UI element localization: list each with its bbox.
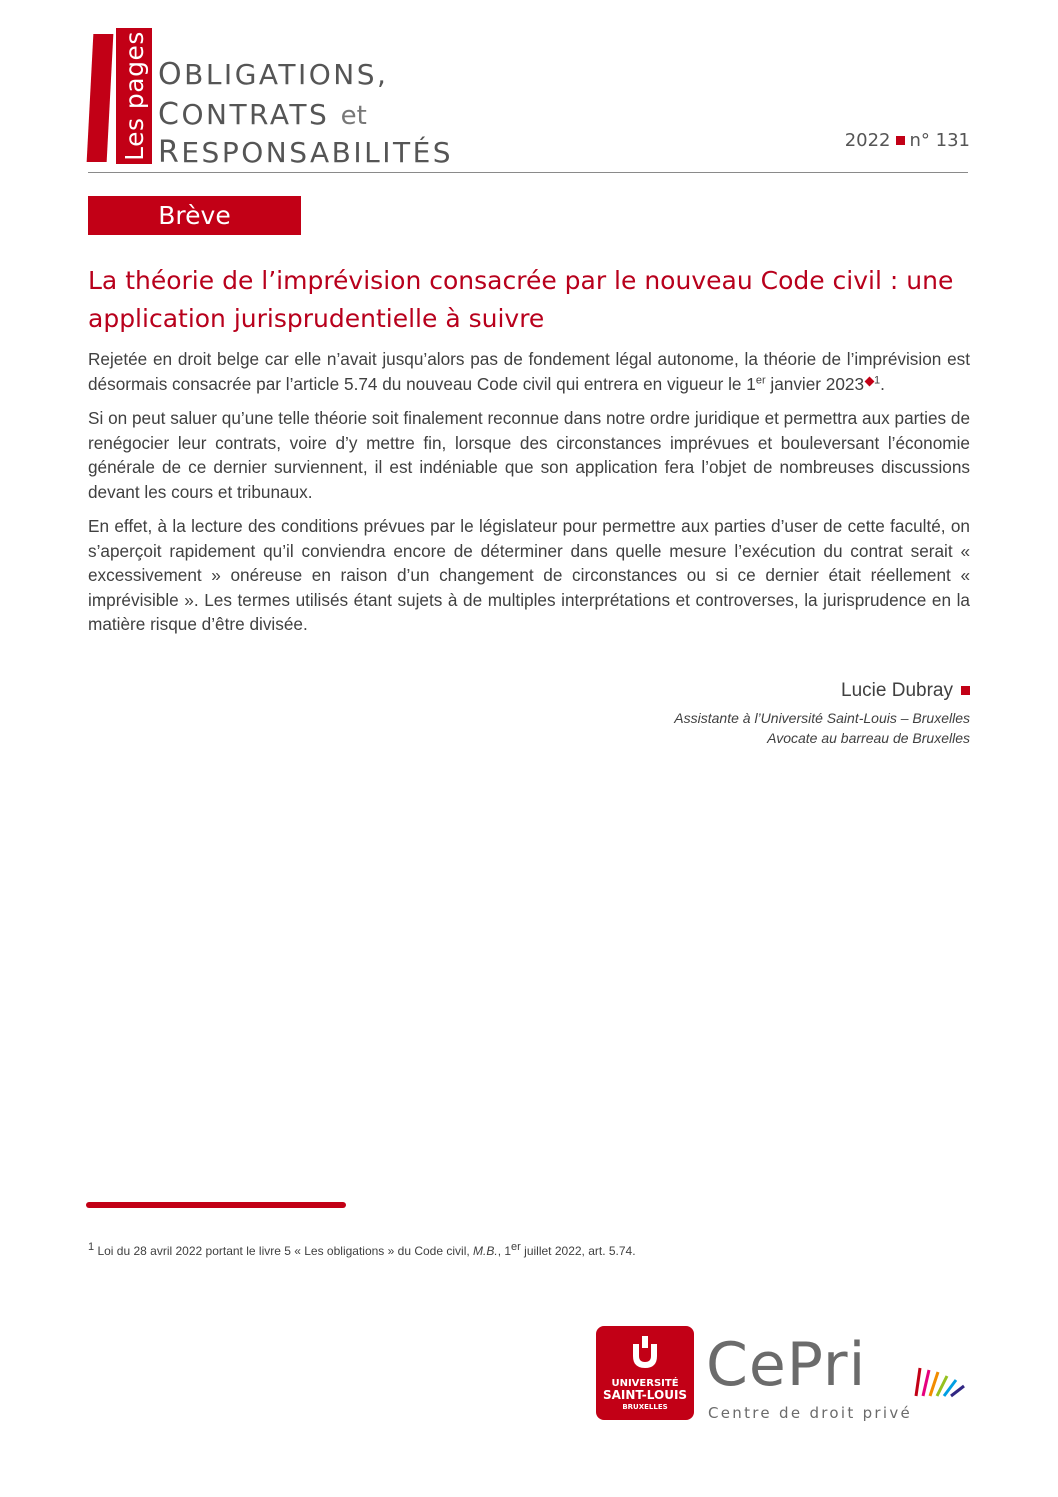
issue-number: n° 131 xyxy=(909,130,970,151)
logo-red-bar xyxy=(87,34,114,162)
footnote-ref[interactable]: 1 xyxy=(874,373,881,386)
footnote: $^1$ Loi du 28 avril 2022 portant le livre 5 « Les obligations » du Code civil, M.B., 1er juillet 2022, art. 5.74. xyxy=(88,1241,636,1258)
footnote-divider xyxy=(86,1202,346,1208)
paragraph-2: Si on peut saluer qu’une telle théorie soit finalement reconnue dans notre ordre juridique et permettra aux parties de renégocier leur contrats, voire d’y mettre fin, lorsque des circonstances imprévues et bouleversant l’économie générale de ce dernier surviennent, il est indéniable que son application fera l’objet de nombreuses discussions devant les cours et tribunaux. xyxy=(88,408,970,502)
logo-line-obligations: OBLIGATIONS, xyxy=(158,57,389,92)
issue-year: 2022 xyxy=(844,130,891,151)
university-line-1: UNIVERSITÉ xyxy=(611,1378,679,1389)
university-u-icon xyxy=(629,1336,661,1370)
cepri-wordmark: CePri xyxy=(706,1330,867,1400)
header-divider xyxy=(88,172,968,173)
logo-vertical-text: Les pages xyxy=(120,31,149,161)
article-body xyxy=(88,347,970,647)
article-title: La théorie de l’imprévision consacrée par le nouveau Code civil : une application jurisprudentielle à suivre xyxy=(88,266,954,333)
author-affiliation-1: Assistante à l’Université Saint-Louis – Bruxelles xyxy=(674,710,970,726)
university-line-3: BRUXELLES xyxy=(622,1403,668,1411)
logo-line-responsabilites: RESPONSABILITÉS xyxy=(158,135,454,170)
cepri-logo xyxy=(706,1330,968,1429)
square-bullet-icon xyxy=(961,686,970,695)
footnote-number: 1 xyxy=(88,1241,95,1253)
cepri-subtitle: Centre de droit privé xyxy=(708,1404,913,1422)
author-affiliation-2: Avocate au barreau de Bruxelles xyxy=(767,730,970,746)
issue-label xyxy=(845,130,970,151)
square-bullet-icon xyxy=(896,136,905,145)
university-logo xyxy=(596,1326,694,1420)
cepri-bars-icon xyxy=(910,1362,966,1398)
paragraph-3: En effet, à la lecture des conditions prévues par le législateur pour permettre aux parties d’user de cette faculté, on s’aperçoit rapidement qu’il conviendra encore de déterminer dans quelle mesure l’exécution du contrat serait « excessivement » onéreuse en raison d’un changement de circonstances ou si ce dernier était réellement « imprévisible ». Les termes utilisés étant sujets à de multiples interprétations et controverses, la jurisprudence en la matière risque d’être divisée. xyxy=(88,516,970,634)
author-block xyxy=(674,680,970,748)
author-name: Lucie Dubray xyxy=(674,680,970,702)
category-badge: Brève xyxy=(88,196,301,235)
logo-line-contrats: CONTRATS et xyxy=(158,97,367,132)
university-line-2: SAINT-LOUIS xyxy=(602,1388,688,1402)
paragraph-1: Rejetée en droit belge car elle n’avait jusqu’alors pas de fondement légal autonome, la théorie de l’imprévision est désormais consacrée par l’article 5.74 du nouveau Code civil qui entrera en vigueur le 1er janvier 2023 $^1$. xyxy=(88,349,970,394)
journal-logo xyxy=(86,24,454,170)
footnote-marker-icon[interactable] xyxy=(865,377,875,387)
